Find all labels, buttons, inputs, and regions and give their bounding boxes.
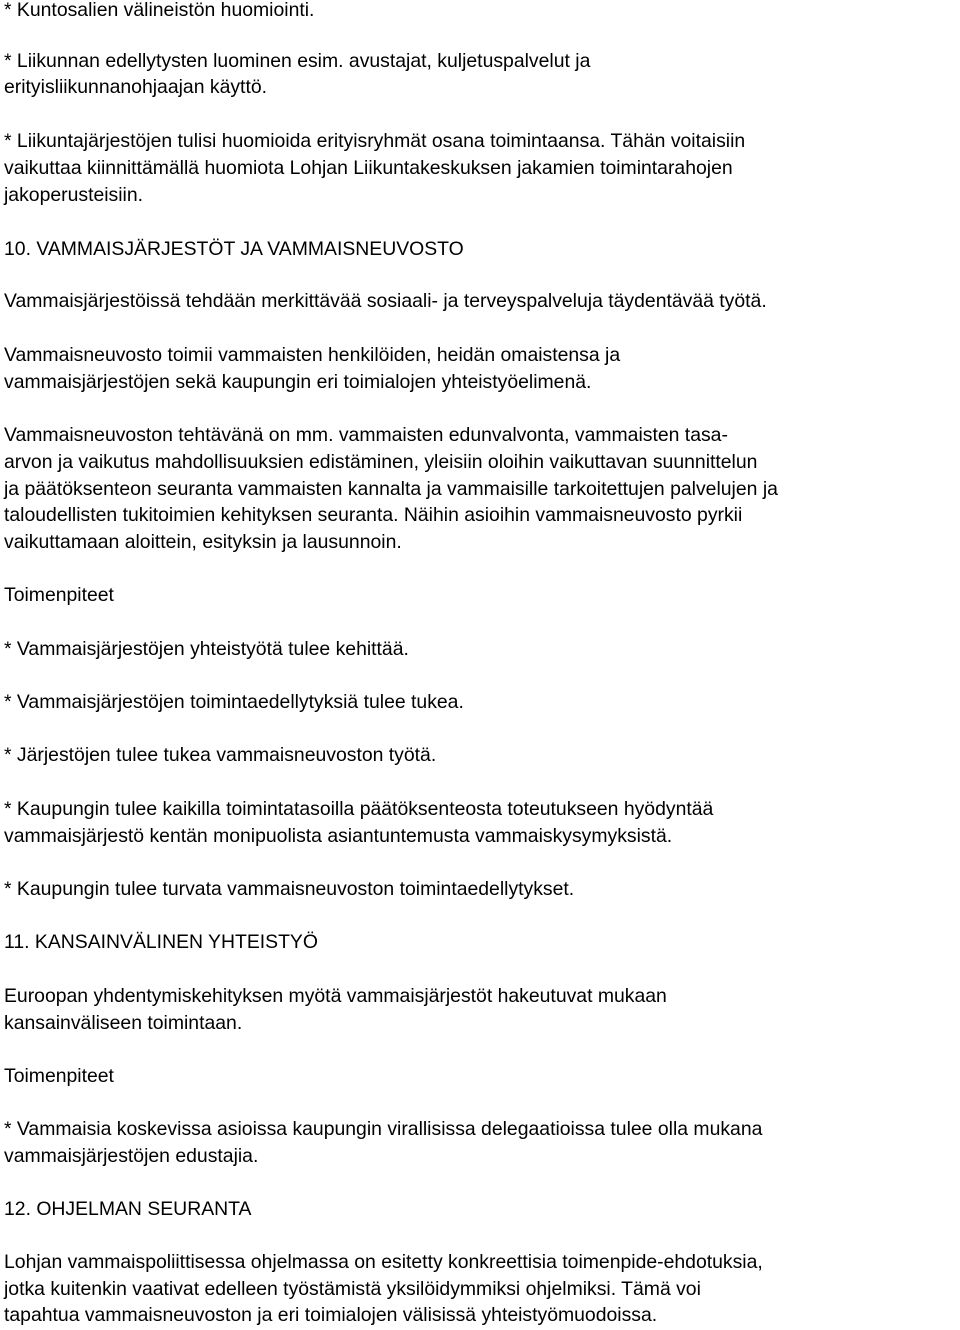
section-heading: 11. KANSAINVÄLINEN YHTEISTYÖ: [4, 931, 318, 953]
section-heading: 10. VAMMAISJÄRJESTÖT JA VAMMAISNEUVOSTO: [4, 238, 464, 260]
bullet-line: * Vammaisjärjestöjen toimintaedellytyksiä tulee tukea.: [4, 691, 464, 713]
bullet-line: * Vammaisjärjestöjen yhteistyötä tulee kehittää.: [4, 638, 409, 660]
text-line: vammaisjärjestöjen edustajia.: [4, 1145, 259, 1167]
text-line: Lohjan vammaispoliittisessa ohjelmassa on esitetty konkreettisia toimenpide-ehdotuksia,: [4, 1251, 763, 1273]
text-line: tapahtua vammaisneuvoston ja eri toimialojen välisissä yhteistyömuodoissa.: [4, 1304, 658, 1326]
bullet-line: * Kaupungin tulee turvata vammaisneuvoston toimintaedellytykset.: [4, 878, 575, 900]
bullet-line: * Vammaisia koskevissa asioissa kaupungin virallisissa delegaatioissa tulee olla mukana: [4, 1118, 763, 1140]
subheading: Toimenpiteet: [4, 584, 114, 606]
text-line: Vammaisneuvosto toimii vammaisten henkilöiden, heidän omaistensa ja: [4, 344, 621, 366]
text-line: jotka kuitenkin vaativat edelleen työstämistä yksilöidymmiksi ohjelmiksi. Tämä voi: [4, 1278, 701, 1300]
bullet-line: * Kaupungin tulee kaikilla toimintatasoilla päätöksenteosta toteutukseen hyödyntää: [4, 798, 714, 820]
section-heading: 12. OHJELMAN SEURANTA: [4, 1198, 252, 1220]
text-line: Vammaisjärjestöissä tehdään merkittävää sosiaali- ja terveyspalveluja täydentävää työtä.: [4, 290, 767, 312]
text-line: vammaisjärjestö kentän monipuolista asiantuntemusta vammaiskysymyksistä.: [4, 825, 673, 847]
text-line: Vammaisneuvoston tehtävänä on mm. vammaisten edunvalvonta, vammaisten tasa-: [4, 424, 728, 446]
text-line: erityisliikunnanohjaajan käyttö.: [4, 76, 268, 98]
text-line: arvon ja vaikutus mahdollisuuksien edistäminen, yleisiin oloihin vaikuttavan suunnittelun: [4, 451, 758, 473]
bullet-line: * Järjestöjen tulee tukea vammaisneuvoston työtä.: [4, 744, 437, 766]
text-line: kansainväliseen toimintaan.: [4, 1012, 243, 1034]
text-line: vaikuttaa kiinnittämällä huomiota Lohjan Liikuntakeskuksen jakamien toimintarahojen: [4, 157, 733, 179]
text-line: vaikuttamaan aloittein, esityksin ja lausunnoin.: [4, 531, 402, 553]
text-line: ja päätöksenteon seuranta vammaisten kannalta ja vammaisille tarkoitettujen palvelujen ja: [4, 478, 778, 500]
bullet-line: * Liikuntajärjestöjen tulisi huomioida erityisryhmät osana toimintaansa. Tähän voitaisiin: [4, 130, 746, 152]
text-line: vammaisjärjestöjen sekä kaupungin eri toimialojen yhteistyöelimenä.: [4, 371, 592, 393]
subheading: Toimenpiteet: [4, 1065, 114, 1087]
bullet-line: * Liikunnan edellytysten luominen esim. avustajat, kuljetuspalvelut ja: [4, 50, 591, 72]
text-line: Euroopan yhdentymiskehityksen myötä vammaisjärjestöt hakeutuvat mukaan: [4, 985, 667, 1007]
bullet-line: * Kuntosalien välineistön huomiointi.: [4, 0, 315, 21]
text-line: taloudellisten tukitoimien kehityksen seuranta. Näihin asioihin vammaisneuvosto pyrkii: [4, 504, 743, 526]
text-line: jakoperusteisiin.: [4, 184, 144, 206]
